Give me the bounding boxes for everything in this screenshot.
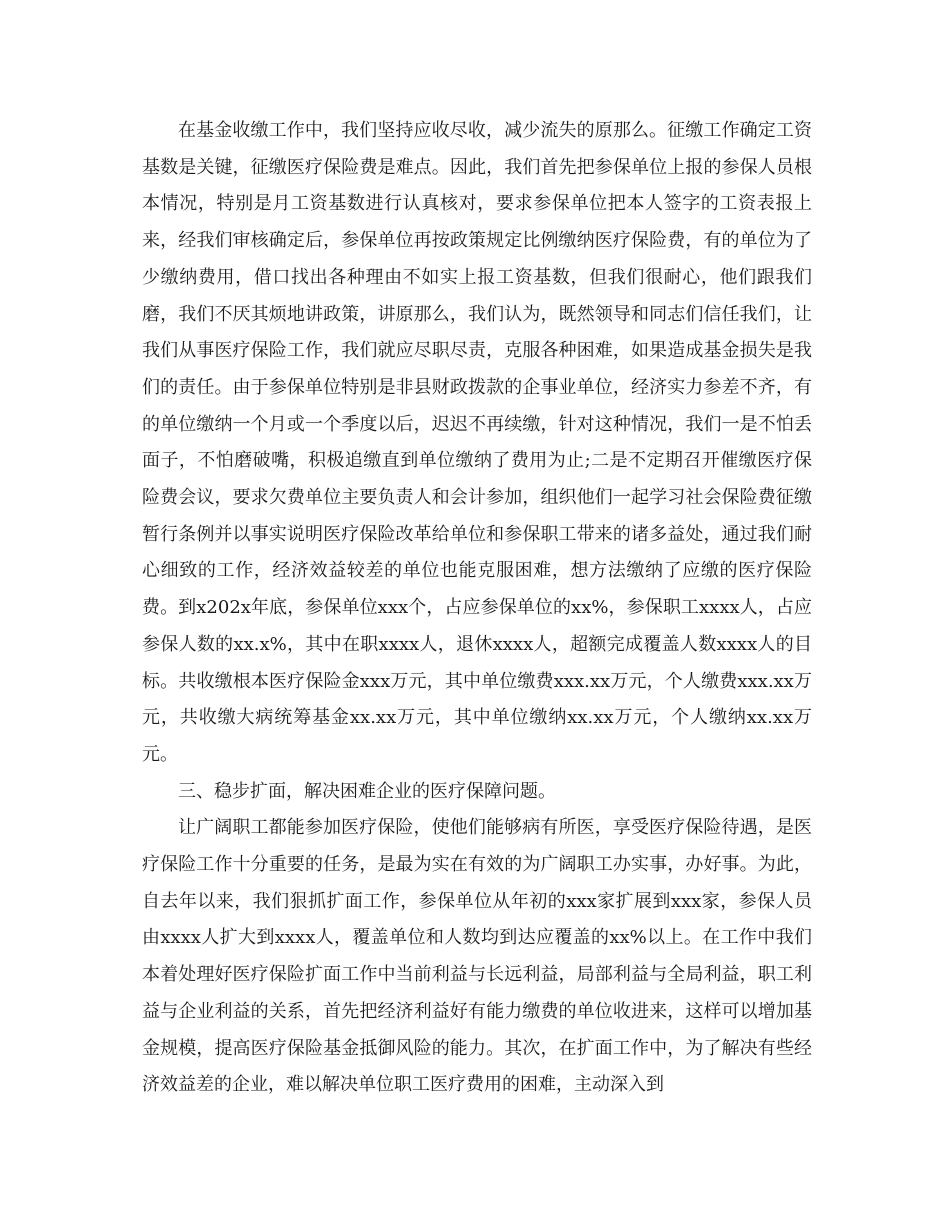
document-body (142, 113, 812, 1104)
paragraph-coverage-expansion: 让广阔职工都能参加医疗保险，使他们能够病有所医，享受医疗保险待遇，是医疗保险工作十分重要的任务，是最为实在有效的为广阔职工办实事，办好事。为此，自去年以来，我们狠抓扩面工作，参保单位从年初的xxx家扩展到xxx家，参保人员由xxxx人扩大到xxxx人，覆盖单位和人数均到达应覆盖的xx%以上。在工作中我们本着处理好医疗保险扩面工作中当前利益与长远利益，局部利益与全局利益，职工利益与企业利益的关系，首先把经济利益好有能力缴费的单位收进来，这样可以增加基金规模，提高医疗保险基金抵御风险的能力。其次，在扩面工作中，为了解决有些经济效益差的企业，难以解决单位职工医疗费用的困难，主动深入到 (142, 817, 812, 1096)
paragraph-fund-collection: 在基金收缴工作中，我们坚持应收尽收，减少流失的原那么。征缴工作确定工资基数是关键，征缴医疗保险费是难点。因此，我们首先把参保单位上报的参保人员根本情况，特别是月工资基数进行认真核对，要求参保单位把本人签字的工资表报上来，经我们审核确定后，参保单位再按政策规定比例缴纳医疗保险费，有的单位为了少缴纳费用，借口找出各种理由不如实上报工资基数，但我们很耐心，他们跟我们磨，我们不厌其烦地讲政策，讲原那么，我们认为，既然领导和同志们信任我们，让我们从事医疗保险工作，我们就应尽职尽责，克服各种困难，如果造成基金损失是我们的责任。由于参保单位特别是非县财政拨款的企事业单位，经济实力参差不齐，有的单位缴纳一个月或一个季度以后，迟迟不再续缴，针对这种情况，我们一是不怕丢面子，不怕磨破嘴，积极追缴直到单位缴纳了费用为止;二是不定期召开催缴医疗保险费会议，要求欠费单位主要负责人和会计参加，组织他们一起学习社会保险费征缴暂行条例并以事实说明医疗保险改革给单位和参保职工带来的诸多益处，通过我们耐心细致的工作，经济效益较差的单位也能克服困难，想方法缴纳了应缴的医疗保险费。到x202x年底，参保单位xxx个，占应参保单位的xx%，参保职工xxxx人，占应参保人数的xx.x%，其中在职xxxx人，退休xxxx人，超额完成覆盖人数xxxx人的目标。共收缴根本医疗保险金xxx万元，其中单位缴费xxx.xx万元，个人缴费xxx.xx万元，共收缴大病统筹基金xx.xx万元，其中单位缴纳xx.xx万元，个人缴纳xx.xx万元。 (142, 120, 812, 765)
section-heading-expansion: 三、稳步扩面，解决困难企业的医疗保障问题。 (178, 780, 556, 802)
